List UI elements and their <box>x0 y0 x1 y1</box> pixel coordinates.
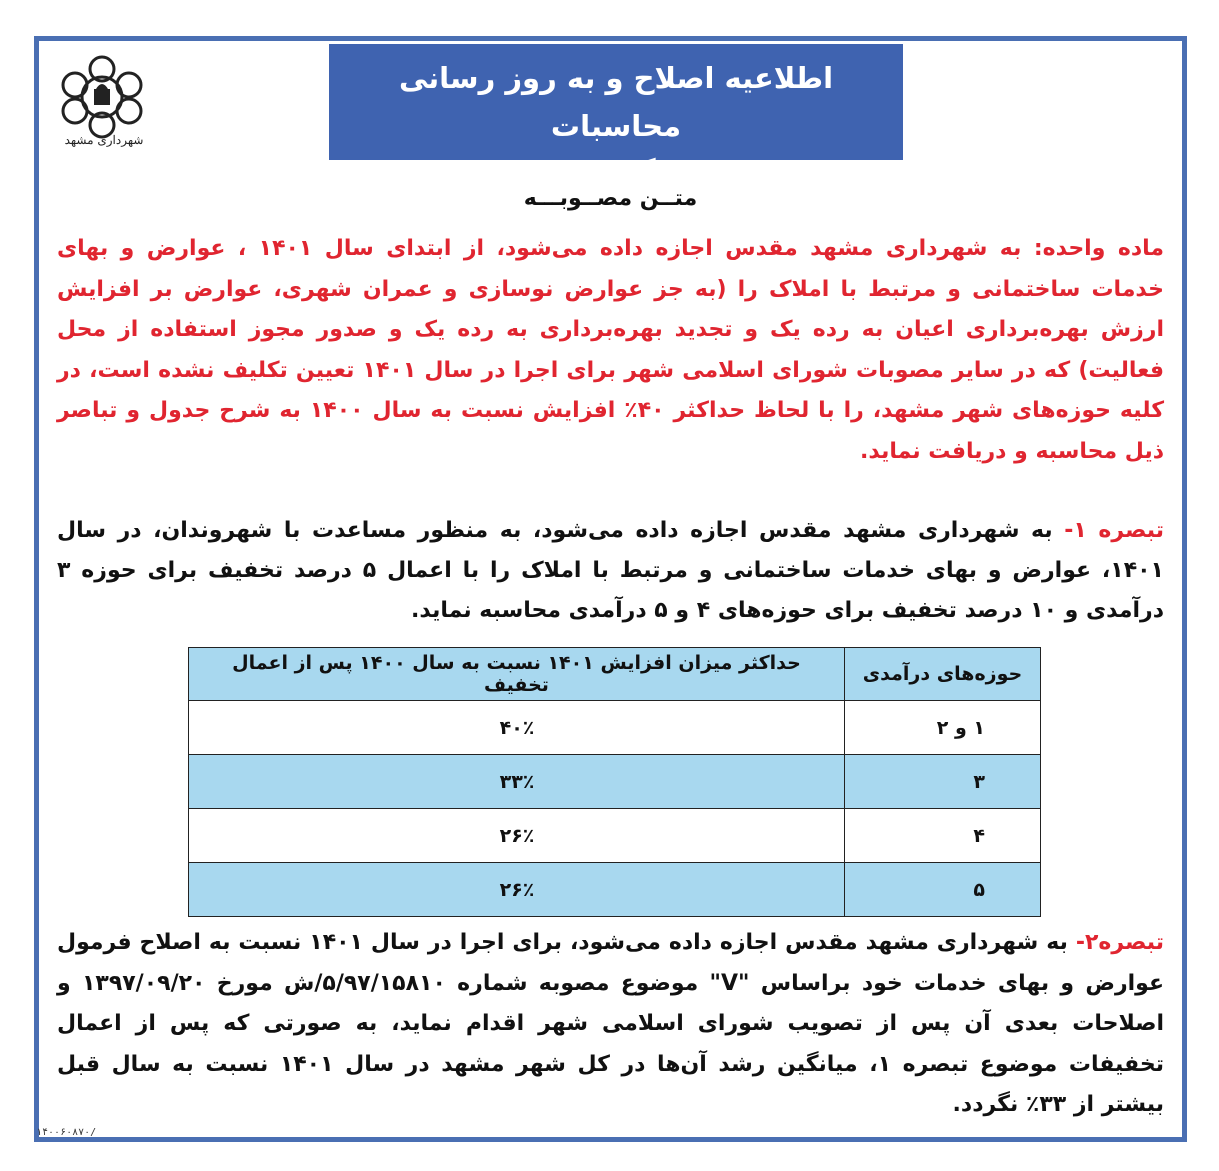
rate-cell: ۲۶٪ <box>189 863 845 917</box>
logo-caption: شهرداری مشهد <box>64 133 144 147</box>
rate-cell: ۳۳٪ <box>189 755 845 809</box>
note-1-label: تبصره ۱- <box>1064 518 1164 543</box>
zone-cell: ۴ <box>845 809 1041 863</box>
section-heading: متــن مصــوبـــه <box>523 186 698 211</box>
header-zone: حوزه‌های درآمدی <box>845 648 1041 701</box>
zone-cell: ۳ <box>845 755 1041 809</box>
table-row <box>189 755 1041 809</box>
notice-title-banner <box>329 44 903 191</box>
table-row <box>189 701 1041 755</box>
zone-cell: ۱ و ۲ <box>845 701 1041 755</box>
note-1-text: به شهرداری مشهد مقدس اجازه داده می‌شود، به منظور مساعدت با شهروندان، در سال ۱۴۰۱، عوارض و بهای خدمات ساختمانی و مرتبط با املاک را با اعمال ۵ درصد تخفیف برای حوزه ۳ درآمدی و ۱۰ درصد تخفیف برای حوزه‌های ۴ و ۵ درآمدی محاسبه نماید. <box>57 518 1164 623</box>
note-2-label: تبصره۲- <box>1075 930 1164 955</box>
title-line-2: عوارض مجوز و گواهی‌های ساختمانی <box>350 157 882 191</box>
header-max-increase: حداکثر میزان افزایش ۱۴۰۱ نسبت به سال ۱۴۰۰ پس از اعمال تخفیف <box>189 648 845 701</box>
zone-cell: ۵ <box>845 863 1041 917</box>
title-line-1: اطلاعیه اصلاح و به روز رسانی محاسبات <box>398 61 834 143</box>
note-2-paragraph <box>57 923 1164 1126</box>
table-header-row <box>189 648 1041 701</box>
rate-cell: ۴۰٪ <box>189 701 845 755</box>
logo-emblem-icon <box>55 53 149 139</box>
rates-table <box>188 647 1041 917</box>
note-1-paragraph <box>57 511 1164 631</box>
main-article-text: ماده واحده: به شهرداری مشهد مقدس اجازه داده می‌شود، از ابتدای سال ۱۴۰۱ ، عوارض و بهای خدمات ساختمانی و مرتبط با املاک را (به جز عوارض نوسازی و عمران شهری، عوارض بر افزایش ارزش بهره‌برداری اعیان به رده یک و تجدید بهره‌برداری به رده یک و صدور مجوز استفاده از محل فعالیت) که در سایر مصوبات شورای اسلامی شهر برای اجرا در سال ۱۴۰۱ تعیین تکلیف نشده است، در کلیه حوزه‌های شهر مشهد، را با لحاظ حداکثر ۴۰٪ افزایش نسبت به سال ۱۴۰۰ به شرح جدول و تباصر ذیل محاسبه و دریافت نماید. <box>57 236 1165 464</box>
note-2-text: به شهرداری مشهد مقدس اجازه داده می‌شود، برای اجرا در سال ۱۴۰۱ نسبت به اصلاح فرمول عوارض و بهای خدمات خود براساس "V" موضوع مصوبه شماره ۵/۹۷/۱۵۸۱۰/ش مورخ ۱۳۹۷/۰۹/۲۰ و اصلاحات بعدی آن پس از تصویب شورای اسلامی شهر اقدام نماید، به صورتی که پس از اعمال تخفیفات موضوع تبصره ۱، میانگین رشد آن‌ها در کل شهر مشهد در سال ۱۴۰۱ نسبت به سال قبل بیشتر از ۳۳٪ نگردد. <box>57 930 1164 1117</box>
rate-cell: ۲۶٪ <box>189 809 845 863</box>
table-row <box>189 863 1041 917</box>
notice-frame <box>34 36 1187 1142</box>
table-row <box>189 809 1041 863</box>
document-number: ۱۴۰۰۶۰۸۷۰/ <box>36 1127 97 1138</box>
